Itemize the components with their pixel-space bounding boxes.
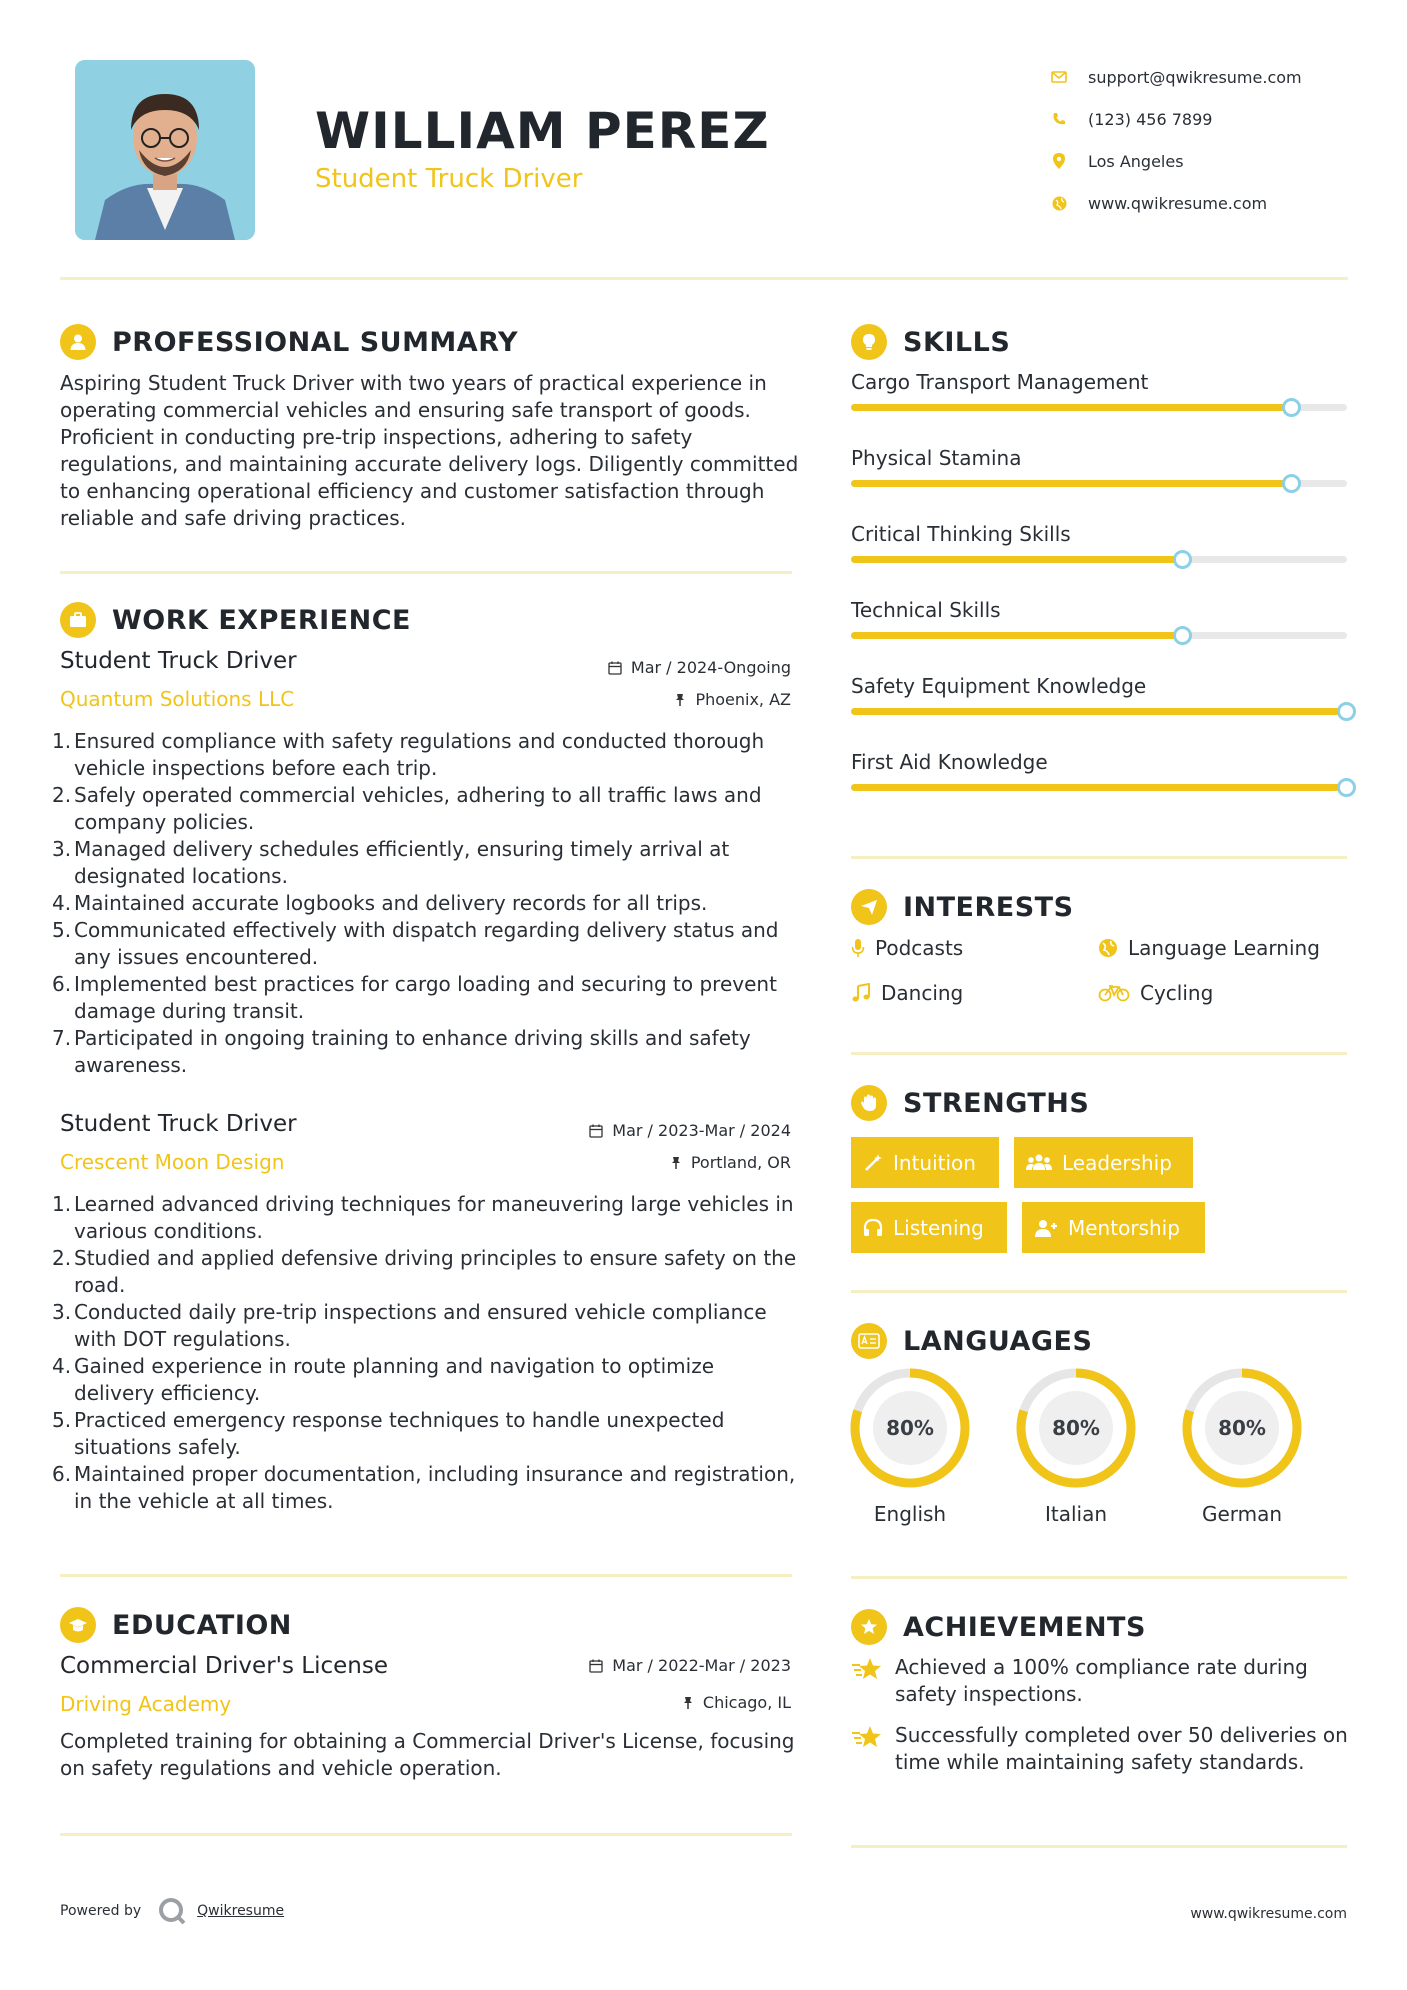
- strength-label: Intuition: [893, 1150, 976, 1175]
- language-ring: [1014, 1366, 1138, 1490]
- candidate-name: WILLIAM PEREZ: [315, 102, 770, 160]
- headphones-icon: [863, 1218, 883, 1238]
- job-2-location: [670, 1153, 791, 1172]
- language-name: English: [873, 1502, 947, 1526]
- education-title: EDUCATION: [112, 1609, 292, 1641]
- strength-chip-leadership: [1014, 1137, 1193, 1188]
- language-percent: 80%: [886, 1416, 934, 1440]
- qwikresume-link[interactable]: Qwikresume: [197, 1903, 285, 1919]
- language-item: [848, 1366, 972, 1526]
- powered-by-text: Powered by: [60, 1903, 142, 1919]
- users-icon: [1026, 1153, 1052, 1173]
- job-1-location: [674, 690, 791, 709]
- interests-heading: [851, 889, 1074, 925]
- list-item: 4. Gained experience in route planning and navigation to optimize delivery efficiency.: [52, 1354, 715, 1405]
- summary-title: PROFESSIONAL SUMMARY: [112, 326, 519, 358]
- skill-bar-track: [851, 708, 1347, 715]
- profile-photo: [75, 60, 255, 240]
- calendar-icon: [589, 1659, 603, 1673]
- skill-level-knob: [1282, 474, 1301, 493]
- job-2-company: Crescent Moon Design: [60, 1150, 285, 1174]
- briefcase-icon: [60, 602, 96, 638]
- strength-chip-intuition: [851, 1137, 999, 1188]
- strengths-heading: [851, 1085, 1089, 1121]
- star-icon: [851, 1654, 887, 1708]
- location-icon: [1050, 152, 1068, 170]
- skill-level-knob: [1173, 550, 1192, 569]
- list-item: 3. Conducted daily pre-trip inspections and ensured vehicle compliance with DOT regulations.: [52, 1300, 767, 1351]
- strength-chip-mentorship: [1022, 1202, 1205, 1253]
- achievements-title: ACHIEVEMENTS: [903, 1611, 1146, 1643]
- job-1-date-text: Mar / 2024-Ongoing: [630, 658, 791, 677]
- skill-bar-track: [851, 556, 1347, 563]
- education-date-text: Mar / 2022-Mar / 2023: [612, 1656, 791, 1675]
- skills-divider: [851, 856, 1347, 859]
- list-item: 6. Maintained proper documentation, including insurance and registration, in the vehicle at all times.: [52, 1462, 796, 1513]
- job-1-location-text: Phoenix, AZ: [695, 690, 791, 709]
- job-1-duties: [52, 728, 800, 1079]
- language-icon: [851, 1323, 887, 1359]
- qwikresume-logo-icon: [157, 1896, 187, 1926]
- language-percent: 80%: [1218, 1416, 1266, 1440]
- candidate-title: Student Truck Driver: [315, 164, 583, 194]
- language-item: [1180, 1366, 1304, 1526]
- magic-wand-icon: [863, 1153, 883, 1173]
- list-item: 5. Communicated effectively with dispatch regarding delivery status and any issues encountered.: [52, 918, 779, 969]
- education-divider: [60, 1833, 792, 1836]
- star-badge-icon: [851, 1609, 887, 1645]
- list-item: 7. Participated in ongoing training to enhance driving skills and safety awareness.: [52, 1026, 751, 1077]
- calendar-icon: [608, 661, 622, 675]
- education-location-text: Chicago, IL: [702, 1693, 791, 1712]
- music-icon: [851, 983, 871, 1003]
- achievement-text: Achieved a 100% compliance rate during safety inspections.: [895, 1655, 1308, 1706]
- list-item: 2. Safely operated commercial vehicles, adhering to all traffic laws and company policies.: [52, 783, 762, 834]
- contact-website-text: www.qwikresume.com: [1088, 193, 1268, 213]
- pin-icon: [670, 1156, 682, 1170]
- contact-email[interactable]: [1050, 56, 1370, 98]
- skills-heading: [851, 324, 1010, 360]
- school-name: Driving Academy: [60, 1692, 232, 1716]
- achievements-heading: [851, 1609, 1146, 1645]
- achievements-divider: [851, 1845, 1347, 1848]
- graduation-icon: [60, 1607, 96, 1643]
- skill-bar-track: [851, 784, 1347, 791]
- calendar-icon: [589, 1124, 603, 1138]
- footer-website[interactable]: www.qwikresume.com: [1190, 1906, 1347, 1922]
- contact-phone[interactable]: [1050, 98, 1370, 140]
- skill-item: [851, 674, 1351, 698]
- language-name: German: [1201, 1502, 1283, 1526]
- list-item: 2. Studied and applied defensive driving principles to ensure safety on the road.: [52, 1246, 797, 1297]
- languages-title: LANGUAGES: [903, 1325, 1093, 1357]
- skill-item: [851, 522, 1351, 546]
- paper-plane-icon: [851, 889, 887, 925]
- lightbulb-icon: [851, 324, 887, 360]
- pin-icon: [682, 1696, 694, 1710]
- job-2-date-text: Mar / 2023-Mar / 2024: [612, 1121, 791, 1140]
- work-title: WORK EXPERIENCE: [112, 604, 411, 636]
- skill-name: Critical Thinking Skills: [851, 522, 1071, 546]
- strengths-divider: [851, 1290, 1347, 1293]
- contact-list: [1050, 56, 1370, 224]
- job-1-date: [608, 658, 791, 677]
- skill-level-knob: [1173, 626, 1192, 645]
- skill-item: [851, 598, 1351, 622]
- interest-label: Cycling: [1140, 981, 1214, 1005]
- language-name: Italian: [1044, 1502, 1108, 1526]
- contact-location: [1050, 140, 1370, 182]
- skill-bar-fill: [851, 708, 1347, 715]
- interests-title: INTERESTS: [903, 891, 1074, 923]
- job-2-location-text: Portland, OR: [690, 1153, 791, 1172]
- microphone-icon: [851, 938, 865, 958]
- skill-name: Cargo Transport Management: [851, 370, 1149, 394]
- star-icon: [851, 1722, 887, 1776]
- user-plus-icon: [1034, 1218, 1058, 1238]
- interest-label: Language Learning: [1128, 936, 1320, 960]
- degree-title: Commercial Driver's License: [60, 1653, 388, 1679]
- education-text: Completed training for obtaining a Commercial Driver's License, focusing on safety regulations and vehicle operation.: [60, 1729, 795, 1780]
- job-1-title: Student Truck Driver: [60, 648, 297, 674]
- footer-powered-by: [60, 1896, 284, 1926]
- achievement-text: Successfully completed over 50 deliveries on time while maintaining safety standards.: [895, 1723, 1348, 1774]
- skill-level-knob: [1337, 702, 1356, 721]
- interest-label: Dancing: [881, 981, 964, 1005]
- skill-item: [851, 370, 1351, 394]
- summary-heading: [60, 324, 518, 360]
- header-divider: [60, 277, 1348, 280]
- interest-item-dancing: [851, 981, 963, 1005]
- list-item: 4. Maintained accurate logbooks and delivery records for all trips.: [52, 891, 708, 915]
- skill-item: [851, 446, 1351, 470]
- work-heading: [60, 602, 411, 638]
- strengths-title: STRENGTHS: [903, 1087, 1090, 1119]
- skill-name: First Aid Knowledge: [851, 750, 1048, 774]
- skill-item: [851, 750, 1351, 774]
- skill-name: Safety Equipment Knowledge: [851, 674, 1147, 698]
- education-date: [589, 1656, 791, 1675]
- globe-icon: [1050, 194, 1068, 212]
- strength-chip-listening: [851, 1202, 1007, 1253]
- list-item: 6. Implemented best practices for cargo loading and securing to prevent damage during transit.: [52, 972, 777, 1023]
- strength-label: Listening: [893, 1215, 984, 1240]
- skill-name: Physical Stamina: [851, 446, 1022, 470]
- skill-name: Technical Skills: [851, 598, 1001, 622]
- bicycle-icon: [1098, 984, 1130, 1002]
- job-2-title: Student Truck Driver: [60, 1111, 297, 1137]
- contact-phone-text: (123) 456 7899: [1088, 109, 1213, 129]
- skill-bar-track: [851, 480, 1347, 487]
- work-divider: [60, 1574, 792, 1577]
- contact-location-text: Los Angeles: [1088, 151, 1184, 171]
- list-item: 5. Practiced emergency response techniques to handle unexpected situations safely.: [52, 1408, 725, 1459]
- interest-item-cycling: [1098, 981, 1213, 1005]
- language-ring: [1180, 1366, 1304, 1490]
- education-heading: [60, 1607, 292, 1643]
- globe-icon: [1098, 938, 1118, 958]
- skill-bar-fill: [851, 632, 1183, 639]
- achievement-item: [851, 1654, 1351, 1708]
- languages-divider: [851, 1576, 1347, 1579]
- strength-label: Leadership: [1062, 1150, 1172, 1175]
- achievement-item: [851, 1722, 1351, 1776]
- interest-item-podcasts: [851, 936, 963, 960]
- interest-item-language-learning: [1098, 936, 1320, 960]
- contact-email-text: support@qwikresume.com: [1088, 67, 1302, 87]
- skill-level-knob: [1282, 398, 1301, 417]
- job-2-duties: [52, 1191, 800, 1515]
- interests-divider: [851, 1052, 1347, 1055]
- summary-divider: [60, 571, 792, 574]
- education-location: [682, 1693, 791, 1712]
- skill-bar-fill: [851, 556, 1183, 563]
- list-item: 3. Managed delivery schedules efficiently, ensuring timely arrival at designated locations.: [52, 837, 730, 888]
- pin-icon: [674, 693, 686, 707]
- language-ring: [848, 1366, 972, 1490]
- skills-title: SKILLS: [903, 326, 1011, 358]
- job-2-date: [589, 1121, 791, 1140]
- skill-bar-track: [851, 632, 1347, 639]
- skill-bar-fill: [851, 480, 1292, 487]
- list-item: 1. Learned advanced driving techniques for maneuvering large vehicles in various conditions.: [52, 1192, 794, 1243]
- contact-website[interactable]: [1050, 182, 1370, 224]
- skill-bar-fill: [851, 404, 1292, 411]
- user-icon: [60, 324, 96, 360]
- job-1-company: Quantum Solutions LLC: [60, 687, 295, 711]
- email-icon: [1050, 68, 1068, 86]
- skill-level-knob: [1337, 778, 1356, 797]
- hand-icon: [851, 1085, 887, 1121]
- languages-heading: [851, 1323, 1092, 1359]
- language-item: [1014, 1366, 1138, 1526]
- phone-icon: [1050, 110, 1068, 128]
- summary-text: Aspiring Student Truck Driver with two years of practical experience in operating commercial vehicles and ensuring safe transport of goods. Proficient in conducting pre-trip inspections, adhering to safety regulations, and maintaining accurate delivery logs. Diligently committed to enhancing operational efficiency and customer satisfaction through reliable and safe driving practices.: [60, 371, 799, 530]
- skill-bar-track: [851, 404, 1347, 411]
- strength-label: Mentorship: [1068, 1215, 1180, 1240]
- skill-bar-fill: [851, 784, 1347, 791]
- interest-label: Podcasts: [875, 936, 964, 960]
- language-percent: 80%: [1052, 1416, 1100, 1440]
- list-item: 1. Ensured compliance with safety regulations and conducted thorough vehicle inspections before each trip.: [52, 729, 765, 780]
